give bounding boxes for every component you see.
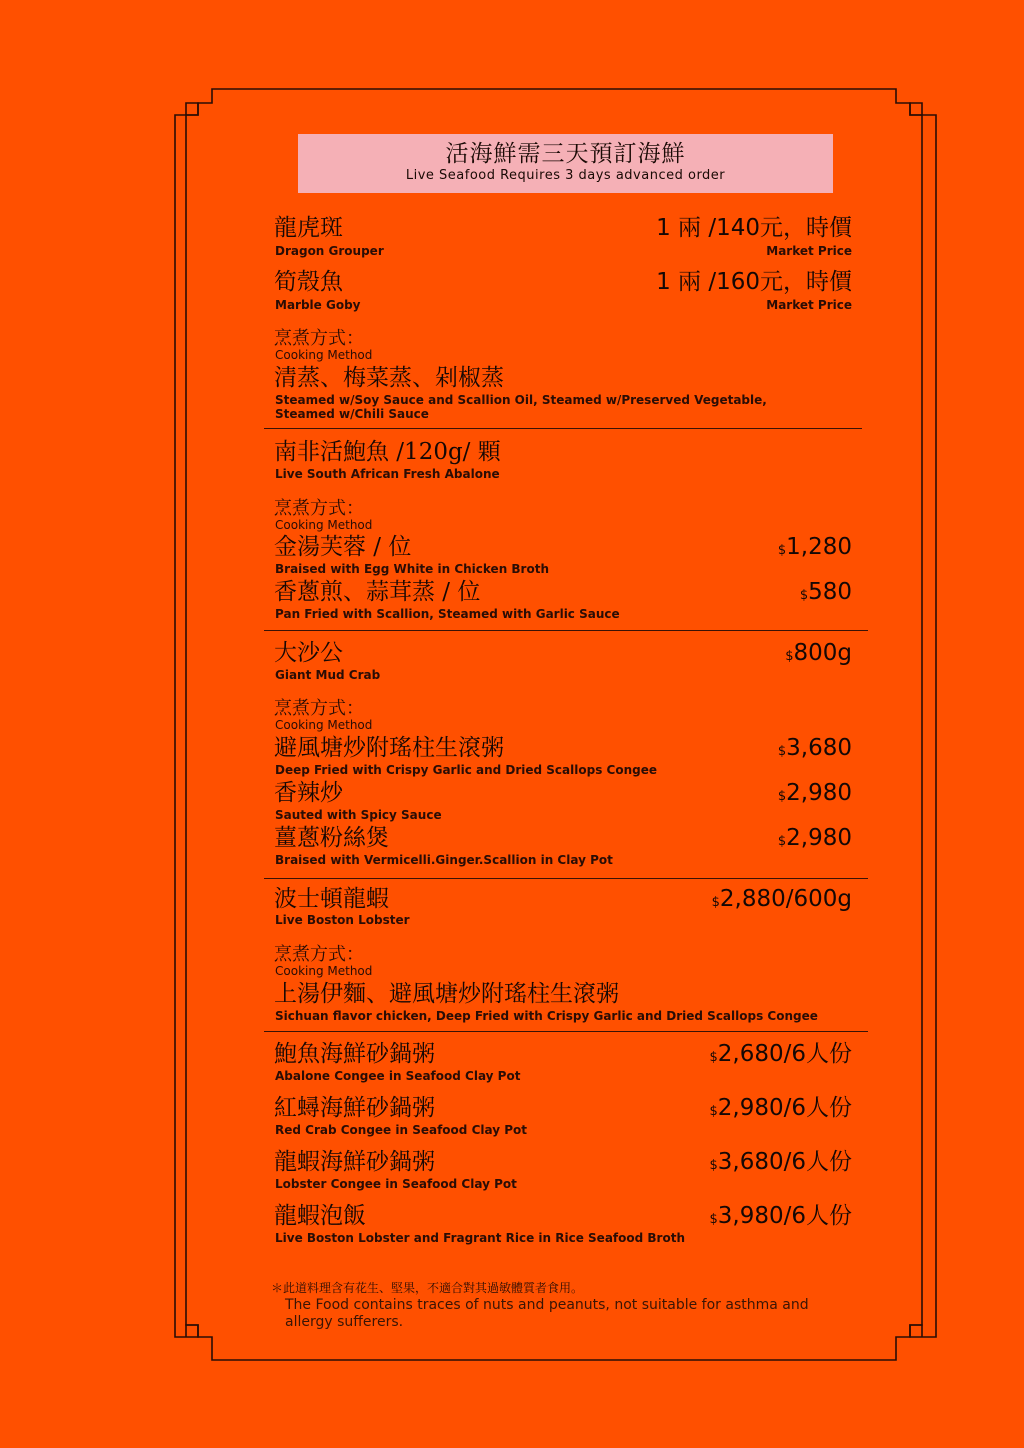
item-name-zh: 波士頓龍蝦 [274, 886, 389, 912]
price-note: Market Price [766, 298, 852, 312]
method-name-en: Steamed w/Soy Sauce and Scallion Oil, Steamed w/Preserved Vegetable, [275, 393, 767, 407]
section-divider [264, 428, 862, 429]
method-name-zh: 清蒸、梅菜蒸、剁椒蒸 [274, 365, 504, 391]
method-price: $2,980 [777, 825, 852, 851]
item-name-en: Live South African Fresh Abalone [275, 467, 500, 481]
cooking-method-label-zh: 烹煮方式： [274, 498, 364, 519]
item-price: $3,680/6人份 [709, 1149, 852, 1175]
header-title-zh: 活海鮮需三天預訂海鮮 [445, 141, 686, 167]
method-name-zh: 避風塘炒附瑤柱生滾粥 [274, 735, 504, 761]
item-name-en: Live Boston Lobster [275, 913, 410, 927]
method-name-en-cont: Steamed w/Chili Sauce [275, 407, 429, 421]
item-name-en: Giant Mud Crab [275, 668, 381, 682]
method-price: $1,280 [777, 534, 852, 560]
allergy-note-en: The Food contains traces of nuts and peanuts, not suitable for asthma and allergy sufferers. [285, 1297, 809, 1330]
item-name-zh: 龍蝦泡飯 [274, 1203, 366, 1229]
method-name-en: Sauted with Spicy Sauce [275, 808, 442, 822]
cooking-method-label-en: Cooking Method [275, 964, 373, 978]
item-name-en: Lobster Congee in Seafood Clay Pot [275, 1177, 517, 1191]
item-name-zh: 南非活鮑魚 /120g/ 顆 [274, 439, 501, 465]
item-name-zh: 龍虎斑 [274, 215, 343, 241]
method-name-zh: 香蔥煎、蒜茸蒸 / 位 [274, 579, 481, 605]
method-price: $3,680 [777, 735, 852, 761]
cooking-method-label-en: Cooking Method [275, 718, 373, 732]
cooking-method-label-zh: 烹煮方式： [274, 944, 364, 965]
item-price: $2,980/6人份 [709, 1095, 852, 1121]
cooking-method-label-zh: 烹煮方式： [274, 698, 364, 719]
cooking-method-label-en: Cooking Method [275, 348, 373, 362]
item-name-en: Live Boston Lobster and Fragrant Rice in Rice Seafood Broth [275, 1231, 685, 1245]
method-name-en: Pan Fried with Scallion, Steamed with Garlic Sauce [275, 607, 620, 621]
item-price: $2,880/600g [711, 886, 852, 912]
method-price: $2,980 [777, 780, 852, 806]
method-name-zh: 上湯伊麵、避風塘炒附瑤柱生滾粥 [274, 981, 619, 1007]
item-price: 1 兩 /140元，時價 [656, 215, 852, 241]
method-name-en: Braised with Egg White in Chicken Broth [275, 562, 549, 576]
header-title-en: Live Seafood Requires 3 days advanced order [405, 168, 726, 183]
item-price: $800g [785, 640, 852, 666]
cooking-method-label-zh: 烹煮方式： [274, 328, 364, 349]
item-name-en: Marble Goby [275, 298, 361, 312]
item-name-en: Abalone Congee in Seafood Clay Pot [275, 1069, 521, 1083]
item-name-en: Dragon Grouper [275, 244, 384, 258]
price-note: Market Price [766, 244, 852, 258]
method-name-en: Braised with Vermicelli.Ginger.Scallion in Clay Pot [275, 853, 613, 867]
item-name-zh: 紅蟳海鮮砂鍋粥 [274, 1095, 435, 1121]
section-divider [264, 1031, 868, 1032]
item-price: $3,980/6人份 [709, 1203, 852, 1229]
method-name-en: Sichuan flavor chicken, Deep Fried with Crispy Garlic and Dried Scallops Congee [275, 1009, 818, 1023]
header-banner [298, 134, 833, 193]
item-name-en: Red Crab Congee in Seafood Clay Pot [275, 1123, 527, 1137]
allergy-note-zh: ＊此道料理含有花生、堅果，不適合對其過敏體質者食用。 [271, 1281, 584, 1295]
item-name-zh: 筍殼魚 [274, 269, 343, 295]
item-price: 1 兩 /160元，時價 [656, 269, 852, 295]
item-price: $2,680/6人份 [709, 1041, 852, 1067]
item-name-zh: 鮑魚海鮮砂鍋粥 [274, 1041, 435, 1067]
method-name-zh: 薑蔥粉絲煲 [274, 825, 389, 851]
section-divider [264, 630, 868, 631]
item-name-zh: 龍蝦海鮮砂鍋粥 [274, 1149, 435, 1175]
method-name-zh: 香辣炒 [274, 780, 343, 806]
method-name-en: Deep Fried with Crispy Garlic and Dried Scallops Congee [275, 763, 657, 777]
item-name-zh: 大沙公 [274, 640, 343, 666]
section-divider [264, 878, 868, 879]
method-name-zh: 金湯芙蓉 / 位 [274, 534, 412, 560]
cooking-method-label-en: Cooking Method [275, 518, 373, 532]
method-price: $580 [799, 579, 852, 605]
